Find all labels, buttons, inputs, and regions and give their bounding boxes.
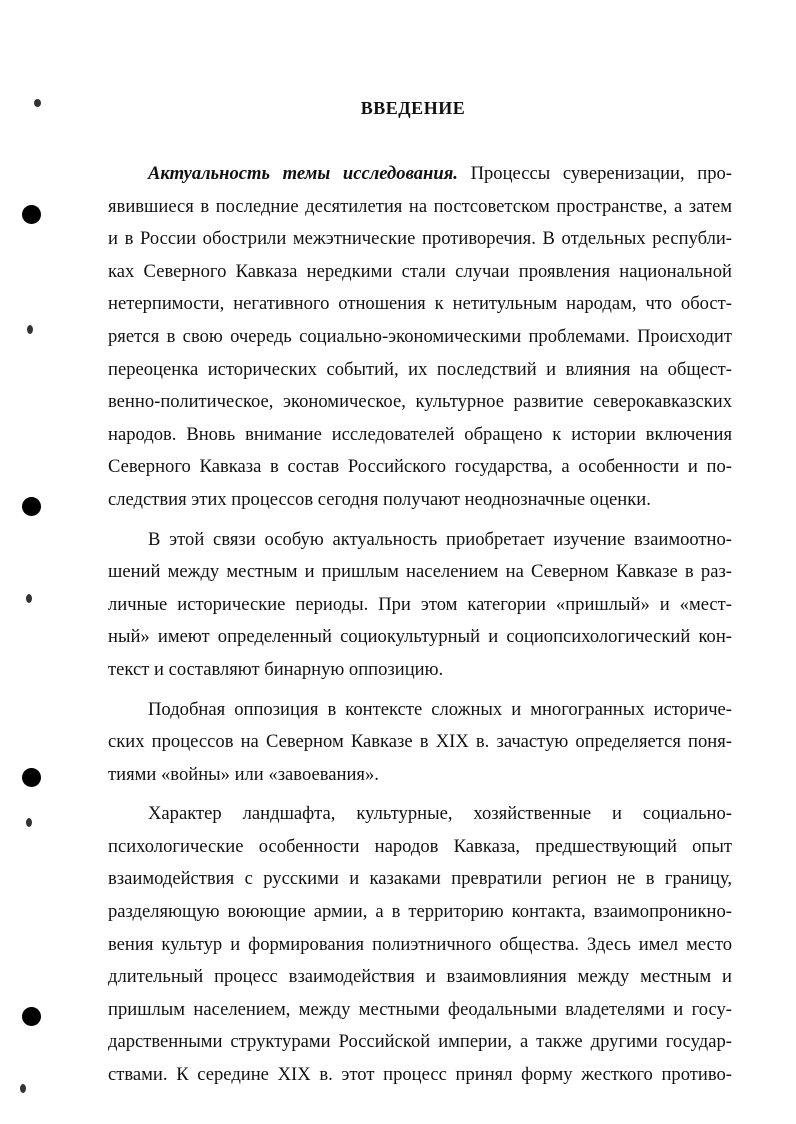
text-line: следствия этих процессов сегодня получают неоднозначные оценки. — [108, 488, 651, 510]
text-line: ских процессов на Северном Кавказе в XIX в. зачастую определяется поня- — [108, 731, 732, 753]
text-line: нетерпимости, негативного отношения к нетитульным народам, что обост- — [108, 293, 732, 315]
text-line: ках Северного Кавказа нередкими стали случаи проявления национальной — [108, 260, 732, 282]
text-line: и в России обострили межэтнические противоречия. В отдельных республи- — [108, 228, 732, 250]
punch-hole — [22, 768, 41, 787]
text-line: психологические особенности народов Кавказа, предшествующий опыт — [108, 835, 732, 857]
text-line: разделяющую воюющие армии, а в территорию контакта, взаимопроникно- — [108, 901, 732, 923]
text-line: длительный процесс взаимодействия и взаимовлияния между местным и — [108, 966, 732, 988]
text-line: Северного Кавказа в состав Российского государства, а особенности и по- — [108, 456, 732, 478]
margin-speck — [27, 325, 33, 334]
line-text: Процессы суверенизации, про- — [457, 163, 732, 184]
punch-hole — [22, 1007, 41, 1026]
paragraph — [108, 798, 732, 1091]
body-text — [108, 158, 732, 1092]
text-line: пришлым населением, между местными феодальными владетелями и госу- — [108, 998, 732, 1020]
margin-speck — [26, 818, 32, 827]
text-line: переоценка исторических событий, их последствий и влияния на общест- — [108, 358, 732, 380]
page-title: ВВЕДЕНИЕ — [360, 98, 466, 118]
margin-speck — [26, 594, 32, 603]
text-line: Подобная оппозиция в контексте сложных и многогранных историче- — [148, 698, 732, 720]
text-line: взаимодействия с русскими и казаками превратили регион не в границу, — [108, 868, 732, 890]
paragraph — [108, 158, 732, 517]
text-line: явившиеся в последние десятилетия на постсоветском пространстве, а затем — [108, 195, 732, 217]
text-line: вения культур и формирования полиэтничного общества. Здесь имел место — [108, 933, 732, 955]
text-line: ный» имеют определенный социокультурный и социопсихологический кон- — [108, 626, 732, 648]
margin-speck — [20, 1084, 26, 1093]
text-line: шений между местным и пришлым населением на Северном Кавказе в раз- — [108, 561, 732, 583]
text-line: дарственными структурами Российской империи, а также другими государ- — [108, 1031, 732, 1053]
text-line: личные исторические периоды. При этом категории «пришлый» и «мест- — [108, 593, 732, 615]
text-line: ряется в свою очередь социально-экономическими проблемами. Происходит — [108, 325, 732, 347]
text-line: Характер ландшафта, культурные, хозяйственные и социально- — [148, 803, 732, 825]
text-line: венно-политическое, экономическое, культурное развитие северокавказских — [108, 391, 732, 413]
punch-hole — [22, 497, 41, 516]
text-line: народов. Вновь внимание исследователей обращено к истории включения — [108, 423, 732, 445]
text-line: В этой связи особую актуальность приобретает изучение взаимоотно- — [148, 528, 732, 550]
text-line — [108, 158, 732, 191]
text-line: ствами. К середине XIX в. этот процесс принял форму жесткого противо- — [108, 1064, 732, 1086]
lead-phrase: Актуальность темы исследования. — [148, 163, 458, 184]
text-line: тиями «войны» или «завоевания». — [108, 763, 379, 785]
paragraph — [108, 694, 732, 792]
paragraph — [108, 524, 732, 687]
punch-hole — [22, 205, 41, 224]
text-line: текст и составляют бинарную оппозицию. — [108, 658, 444, 680]
